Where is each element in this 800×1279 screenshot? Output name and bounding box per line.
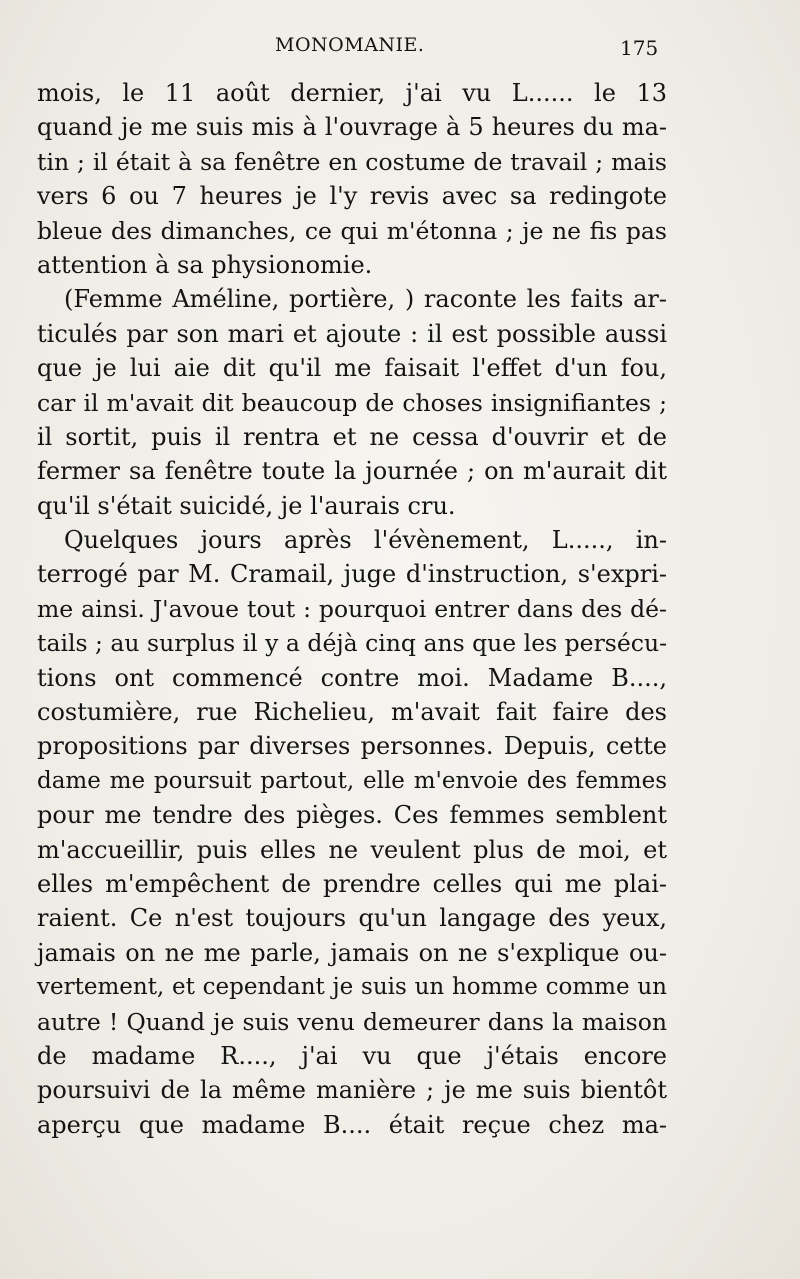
text-line: elles m'empêchent de prendre celles qui me plai- [37,869,667,898]
text-line: (Femme Améline, portière, ) raconte les faits ar- [64,285,667,314]
text-line: dame me poursuit partout, elle m'envoie des femmes [37,767,667,794]
text-line: jamais on ne me parle, jamais on ne s'explique ou- [37,938,667,967]
text-line: pour me tendre des pièges. Ces femmes semblent [37,801,667,830]
text-line: Quelques jours après l'évènement, L....., in- [64,526,667,555]
text-line: bleue des dimanches, ce qui m'étonna ; je ne fis pas [37,216,667,245]
text-line: tin ; il était à sa fenêtre en costume de travail ; mais [37,147,667,176]
text-line: terrogé par M. Cramail, juge d'instruction, s'expri- [37,560,667,589]
running-head: MONOMANIE. [275,34,425,56]
text-line: car il m'avait dit beaucoup de choses insignifiantes ; [37,388,667,417]
text-line: attention à sa physionomie. [37,250,373,279]
text-line: costumière, rue Richelieu, m'avait fait faire des [37,698,667,727]
text-line: poursuivi de la même manière ; je me suis bientôt [37,1076,667,1105]
text-line: aperçu que madame B.... était reçue chez ma- [37,1110,667,1139]
text-line: raient. Ce n'est toujours qu'un langage des yeux, [37,904,667,933]
text-line: vertement, et cependant je suis un homme comme un [37,974,667,1001]
text-line: fermer sa fenêtre toute la journée ; on m'aurait dit [37,457,667,486]
text-line: me ainsi. J'avoue tout : pourquoi entrer dans des dé- [37,594,667,623]
text-line: ticulés par son mari et ajoute : il est possible aussi [37,319,667,348]
text-line: tails ; au surplus il y a déjà cinq ans que les persécu- [37,629,668,658]
text-line: autre ! Quand je suis venu demeurer dans la maison [37,1007,667,1036]
text-line: mois, le 11 août dernier, j'ai vu L...... le 13 [37,79,667,107]
text-line: que je lui aie dit qu'il me faisait l'effet d'un fou, [37,354,667,383]
text-line: m'accueillir, puis elles ne veulent plus de moi, et [37,835,667,864]
text-line: il sortit, puis il rentra et ne cessa d'ouvrir et de [37,422,667,451]
text-line: de madame R...., j'ai vu que j'étais encore [37,1041,667,1070]
text-line: tions ont commencé contre moi. Madame B...., [37,663,667,692]
page-header [0,32,800,62]
text-line: vers 6 ou 7 heures je l'y revis avec sa redingote [37,182,667,211]
body-text [37,76,667,1142]
text-line: quand je me suis mis à l'ouvrage à 5 heures du ma- [37,113,667,142]
text-line: qu'il s'était suicidé, je l'aurais cru. [37,491,456,520]
page-number: 175 [620,36,659,60]
text-line: propositions par diverses personnes. Depuis, cette [37,732,667,761]
